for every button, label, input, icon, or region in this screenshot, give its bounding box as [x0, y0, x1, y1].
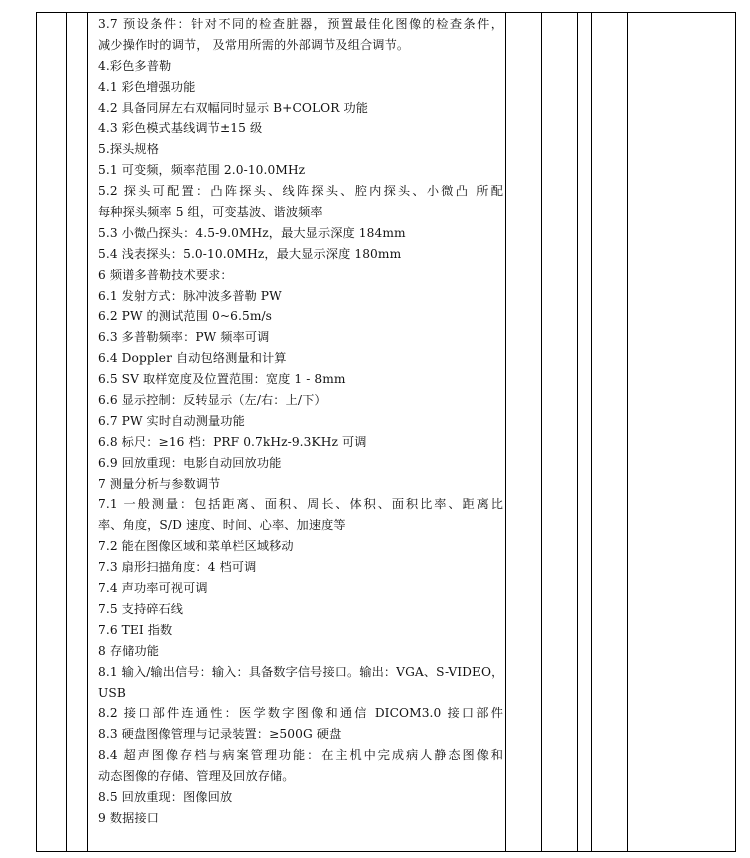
spec-line: 9 数据接口	[98, 810, 159, 825]
spec-line: 7.6 TEI 指数	[98, 622, 173, 637]
spec-line: 4.1 彩色增强功能	[98, 79, 196, 94]
spec-line: 7 测量分析与参数调节	[98, 476, 221, 491]
spec-line: 7.1 一般测量：包括距离、面积、周长、体积、面积比率、距离比	[98, 497, 503, 512]
spec-line: 6.8 标尺：≥16 档：PRF 0.7kHz-9.3KHz 可调	[98, 434, 367, 449]
spec-line: 8.5 回放重现：图像回放	[98, 789, 233, 804]
spec-line: 5.4 浅表探头：5.0-10.0MHz，最大显示深度 180mm	[98, 246, 402, 261]
column-divider	[577, 12, 578, 852]
column-divider	[541, 12, 542, 852]
spec-line: 4.2 具备同屏左右双幅同时显示 B+COLOR 功能	[98, 100, 369, 115]
spec-line: 动态图像的存储、管理及回放存储。	[98, 769, 295, 784]
spec-line: 5.3 小微凸探头：4.5-9.0MHz，最大显示深度 184mm	[98, 225, 406, 240]
spec-line: 6.7 PW 实时自动测量功能	[98, 413, 245, 428]
spec-line: 4.彩色多普勒	[98, 58, 172, 73]
table-top-border	[36, 12, 736, 13]
spec-line: 7.2 能在图像区域和菜单栏区域移动	[98, 539, 294, 554]
column-divider	[66, 12, 67, 852]
spec-line: 6.9 回放重现：电影自动回放功能	[98, 455, 282, 470]
column-divider	[735, 12, 736, 852]
spec-line: 7.5 支持碎石线	[98, 601, 184, 616]
spec-line: 6.1 发射方式：脉冲波多普勒 PW	[98, 288, 282, 303]
spec-line: 5.2 探头可配置：凸阵探头、线阵探头、腔内探头、小微凸 所配	[98, 184, 503, 199]
spec-line: 减少操作时的调节， 及常用所需的外部调节及组合调节。	[98, 37, 410, 52]
spec-line: 7.3 扇形扫描角度：4 档可调	[98, 560, 257, 575]
spec-line: 8.4 超声图像存档与病案管理功能：在主机中完成病人静态图像和	[98, 748, 503, 763]
table-bottom-border	[36, 851, 736, 852]
spec-line: 6.3 多普勒频率：PW 频率可调	[98, 330, 270, 345]
spec-line: 率、角度，S/D 速度、时间、心率、加速度等	[98, 518, 346, 533]
spec-line: 6.4 Doppler 自动包络测量和计算	[98, 351, 287, 366]
spec-line: 6.5 SV 取样宽度及位置范围：宽度 1 - 8mm	[98, 372, 346, 387]
spec-line: 4.3 彩色模式基线调节±15 级	[98, 121, 263, 136]
spec-line: 8 存储功能	[98, 643, 159, 658]
spec-line: 8.1 输入/输出信号：输入：具备数字信号接口。输出：VGA、S-VIDEO，	[98, 664, 504, 679]
spec-line: 6.6 显示控制：反转显示（左/右：上/下）	[98, 393, 327, 408]
spec-line: 5.探头规格	[98, 142, 159, 157]
column-divider	[505, 12, 506, 852]
spec-line: 6 频谱多普勒技术要求：	[98, 267, 233, 282]
spec-line: USB	[98, 685, 126, 700]
spec-line: 每种探头频率 5 组，可变基波、谐波频率	[98, 205, 323, 220]
spec-line: 8.2 接口部件连通性：医学数字图像和通信 DICOM3.0 接口部件	[98, 706, 503, 721]
column-divider	[627, 12, 628, 852]
column-divider	[36, 12, 37, 852]
spec-line: 5.1 可变频，频率范围 2.0-10.0MHz	[98, 163, 306, 178]
spec-line: 6.2 PW 的测试范围 0~6.5m/s	[98, 309, 273, 324]
spec-line: 7.4 声功率可视可调	[98, 581, 208, 596]
column-divider	[87, 12, 88, 852]
column-divider	[591, 12, 592, 852]
spec-line: 8.3 硬盘图像管理与记录装置：≥500G 硬盘	[98, 727, 342, 742]
spec-line: 3.7 预设条件：针对不同的检查脏器，预置最佳化图像的检查条件，	[98, 17, 503, 31]
spec-text-cell	[98, 14, 503, 829]
